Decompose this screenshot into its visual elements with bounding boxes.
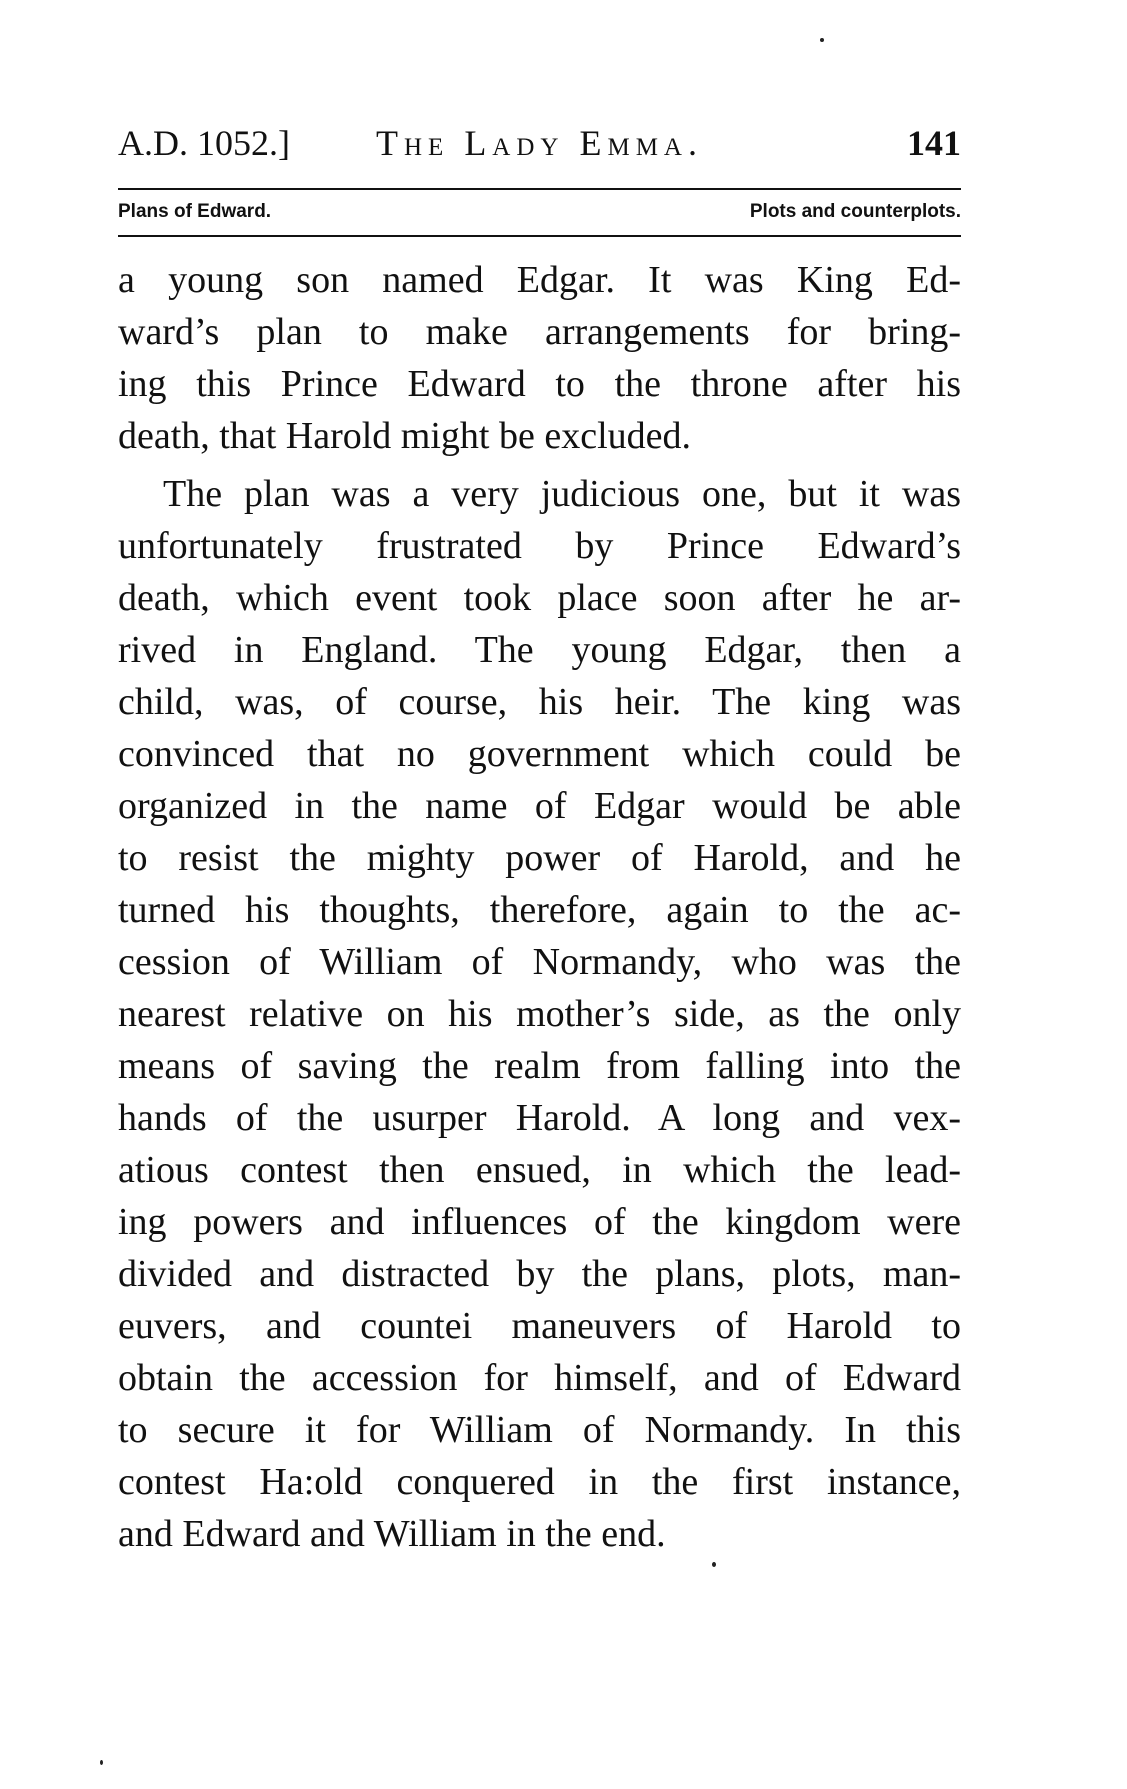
- scan-speck: [712, 1562, 716, 1567]
- text-line: rived in England. The young Edgar, then a: [118, 629, 961, 671]
- text-line: ing powers and influences of the kingdom were: [118, 1201, 961, 1243]
- paragraph-2: [118, 468, 961, 1560]
- text-line: and Edward and William in the end.: [118, 1513, 666, 1555]
- text-line: death, which event took place soon after he ar-: [118, 577, 961, 619]
- header-rule-bottom: [118, 235, 961, 237]
- subheader-left: Plans of Edward.: [118, 201, 272, 222]
- header-date: A.D. 1052.]: [118, 123, 290, 163]
- text-line: convinced that no government which could be: [118, 733, 961, 775]
- text-line: means of saving the realm from falling into the: [118, 1045, 961, 1087]
- text-line: a young son named Edgar. It was King Ed-: [118, 259, 961, 301]
- text-line: organized in the name of Edgar would be able: [118, 785, 961, 827]
- text-line: nearest relative on his mother’s side, as the only: [118, 993, 961, 1035]
- text-line: euvers, and countei maneuvers of Harold to: [118, 1305, 961, 1347]
- text-line: ing this Prince Edward to the throne after his: [118, 363, 961, 405]
- text-line: death, that Harold might be excluded.: [118, 415, 691, 457]
- scan-speck: [820, 38, 824, 42]
- text-line: divided and distracted by the plans, plots, man-: [118, 1253, 961, 1295]
- text-line: hands of the usurper Harold. A long and vex-: [118, 1097, 961, 1139]
- scan-speck: [100, 1760, 103, 1765]
- header-title: The Lady Emma.: [376, 123, 703, 163]
- text-line: ward’s plan to make arrangements for bring-: [118, 311, 961, 353]
- text-line: contest Ha:old conquered in the first instance,: [118, 1461, 961, 1503]
- text-line: to secure it for William of Normandy. In this: [118, 1409, 961, 1451]
- subheader: [118, 193, 961, 231]
- body-text: [118, 254, 961, 1560]
- text-line: turned his thoughts, therefore, again to the ac-: [118, 889, 961, 931]
- text-line: The plan was a very judicious one, but it was: [163, 473, 961, 515]
- page-number: 141: [907, 123, 961, 163]
- text-line: obtain the accession for himself, and of Edward: [118, 1357, 961, 1399]
- running-head: [118, 118, 961, 168]
- text-line: child, was, of course, his heir. The king was: [118, 681, 961, 723]
- text-line: atious contest then ensued, in which the lead-: [118, 1149, 961, 1191]
- text-line: cession of William of Normandy, who was the: [118, 941, 961, 983]
- header-rule-top: [118, 188, 961, 190]
- paragraph-1: [118, 254, 961, 462]
- text-line: unfortunately frustrated by Prince Edward’s: [118, 525, 961, 567]
- text-line: to resist the mighty power of Harold, and he: [118, 837, 961, 879]
- subheader-right: Plots and counterplots.: [749, 201, 961, 222]
